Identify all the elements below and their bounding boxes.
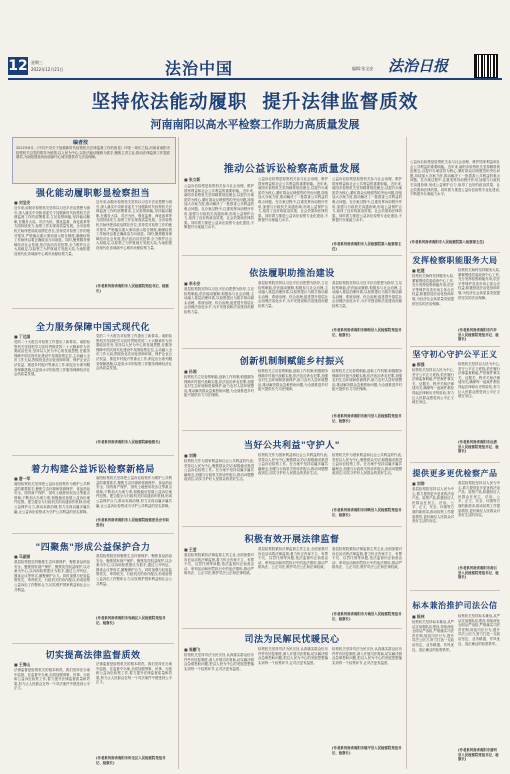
article-body-cont: 党的二十大报告对检察工作提出了新要求。南阳检察机关坚持把学习宣传贯彻党的二十大精神作为首要政治任务,坚持以人民为中心的发展思想,在服务保障中国式现代化建设中找准检察定位,主动融入全市工作大局,围绕优化法治化营商环境、保护企业合法权益、推进乡村振兴等重点工作,制定出台系列服务保障措施,以更高水平的检察工作服务保障经济社会高质量发展。 — [96, 334, 172, 371]
article-divider — [12, 308, 174, 309]
article-body: 南阳检察机关坚持把公益诉讼检察作为维护公共利益的重要抓手,聚焦生态环境和资源保护、食品药品安全、国有财产保护、国有土地使用权出让等重点领域,不断加大办案力度,积极稳妥拓展公益诉讼案件范围。建立健全与行政机关的沟通协作机制,形成公益保护合力,推动诉源治理,努力实现双赢多赢共赢,让公益诉讼检察成为守护公共利益的坚实屏障。 — [14, 482, 90, 514]
editor-note-text: 2022年6月,《中共中央关于加强新时代检察机关法律监督工作的意见》印发一周年之际,河南省南阳市检察机关以党的领导为统领,以人民为中心,以依法能动履职为抓手,聚焦主责主业,推动法律监督工作提质增效,为南阳建设河南省副中心城市提供有力法治保障。 — [16, 146, 170, 160]
article-author: ■ 周鹏飞 — [184, 647, 201, 652]
article-body-cont: 检察机关坚持司法为民宗旨,认真落实群众信访件件有回复制度,深入开展司法救助,切实解决群众急难愁盼问题,把以人民为中心的发展思想落实到每一个检察环节,让司法更有温度。 — [332, 647, 402, 665]
article-title: 推动公益诉讼检察高质量发展 — [223, 164, 361, 175]
article-note: (作者系河南省南阳市人民检察院党组书记、检察长) — [96, 284, 169, 293]
column-rule — [406, 137, 407, 769]
article-body-cont: 检察机关立足检察职能,创新工作机制,积极服务保障乡村振兴战略实施,依法惩治涉农犯罪,加强农村生态环境和资源保护,助力农村人居环境整治,推动解决群众急难愁盼问题,为全面推进乡村振兴提供有力司法保障。 — [258, 369, 328, 392]
article-body-cont: 公益诉讼检察是检察机关参与社会治理、维护国家利益和社会公共利益的重要职能。近年来,南阳市检察机关坚持精准规范理念,以提升办案质效为核心,紧盯群众反映强烈的突出问题,持续加大办案力度,推动解决了一批损害公共利益的难点问题。在办案过程中,注重发挥诉前程序作用,加强与行政机关沟通协调,形成公益保护合力,取得了良好的政治效果、社会效果和法律效果。同时着力推进公益诉讼检察专业化建设,不断提升办案能力水平。 — [332, 177, 402, 223]
article-body: 检察机关立足检察职能,创新工作机制,积极服务保障乡村振兴战略实施,依法惩治涉农犯罪,加强农村生态环境和资源保护,助力农村人居环境整治,推动解决群众急难愁盼问题,为全面推进乡村振兴提供有力司法保障。 — [184, 375, 254, 398]
article-divider — [12, 533, 174, 534]
weekday: 星期三 — [31, 60, 43, 65]
article-body-cont: 检察机关坚持以人民为中心,坚守公平正义底线,依法履行法律监督职能,严把案件事实关、证据关、程序关和法律适用关,确保每一起案件都经得起法律和历史的检验,努力让人民群众感受到公平正义就在身边。 — [458, 362, 500, 399]
lead-headline: 坚持依法能动履职 提升法律监督质效 — [91, 92, 419, 113]
page-number-badge: 12 — [8, 58, 28, 74]
column-rule — [178, 137, 179, 769]
article-author: ■ 刘海 — [184, 453, 197, 458]
article-body-cont: 检察机关立足检察职能,创新工作机制,积极服务保障乡村振兴战略实施,依法惩治涉农犯罪,加强农村生态环境和资源保护,助力农村人居环境整治,推动解决群众急难愁盼问题,为全面推进乡村振兴提供有力司法保障。 — [332, 369, 402, 392]
article-title: 坚守初心守护公平正义 — [412, 350, 498, 359]
article-body-cont: 法律监督是检察机关的根本职责。我们坚持在办案中监督、在监督中办案,全面加强刑事、民事、行政和公益诉讼检察工作,着力提升法律监督质量和效果,努力让人民群众在每一个司法案件中感受到公平正义。 — [96, 662, 172, 685]
article-note: (作者系河南省南阳市西峡县人民检察院党组书记、检察长) — [332, 508, 402, 517]
article-title: "四聚焦"形成公益保护合力 — [35, 543, 151, 553]
article-title: 切实提高法律监督质效 — [45, 651, 141, 661]
article-author: ■ 刘宝安 — [14, 200, 31, 205]
article-note: (作者系河南省南阳市方城县人民检察院党组书记、检察长) — [332, 612, 402, 621]
article-author: ■ 张立新 — [184, 177, 201, 182]
article-body-cont: 公益诉讼检察是检察机关参与社会治理、维护国家利益和社会公共利益的重要职能。近年来,南阳市检察机关坚持精准规范理念,以提升办案质效为核心,紧盯群众反映强烈的突出问题,持续加大办案力度,推动解决了一批损害公共利益的难点问题。在办案过程中,注重发挥诉前程序作用,加强与行政机关沟通协调,形成公益保护合力,取得了良好的政治效果、社会效果和法律效果。同时着力推进公益诉讼检察专业化建设,不断提升办案能力水平。 — [258, 177, 328, 223]
article-body: 基层检察院坚持以习近平法治思想为指导,立足检察职能,依法能动履职,积极参与社会治理,主动融入基层治理体系,以检察建议为抓手推动源头治理、系统治理、综合治理,促进提升基层社会治理法治化水平,为平安建设和法治建设贡献检察力量。 — [184, 287, 254, 314]
article-title: 司法为民解民忧暖民心 — [244, 635, 340, 645]
qr-code-icon — [474, 54, 498, 78]
article-note: (作者系河南省南阳市人民检察院检察委员会专职委员) — [96, 518, 169, 527]
article-divider — [182, 628, 402, 629]
article-divider — [410, 590, 500, 591]
masthead-rule — [8, 78, 502, 80]
article-body: 公益诉讼检察是检察机关参与社会治理、维护国家利益和社会公共利益的重要职能。近年来,南阳市检察机关坚持精准规范理念,以提升办案质效为核心,紧盯群众反映强烈的突出问题,持续加大办案力度,推动解决了一批损害公共利益的难点问题。在办案过程中,注重发挥诉前程序作用,加强与行政机关沟通协调,形成公益保护合力,取得了良好的政治效果、社会效果和法律效果。同时着力推进公益诉讼检察专业化建设,不断提升办案能力水平。 — [184, 184, 254, 230]
article-note: (作者系河南省南阳市人民检察院副检察长) — [96, 440, 161, 444]
article-author: ■ 王海山 — [14, 662, 31, 667]
editor-credit: 编辑:张宝安 — [352, 66, 374, 71]
article-note: (作者系河南省南阳市宛城区人民检察院党组书记、检察长) — [96, 616, 166, 625]
article-body-cont: 基层检察院紧扣法律监督主责主业,全面加强对诉讼活动的法律监督,着力纠正有案不立、有罪不究、以罚代刑等问题,依法监督纠正侦查活动、审判活动和刑罚执行中的违法情形,推动严格执法、公正司法,维护司法公正和法律权威。 — [332, 547, 402, 570]
article-author: ■ 郭强 — [412, 362, 425, 367]
article-divider — [12, 643, 174, 644]
article-author: ■ 丁达国 — [14, 334, 31, 339]
editor-note-label: 编者按 — [73, 140, 89, 146]
article-note: (作者系河南省南阳市卧龙区人民检察院党组书记、检察长) — [96, 756, 166, 765]
article-body: 检察机关作为国家利益和社会公共利益的代表,坚持以人民为中心,聚焦群众关切,积极稳妥推进公益诉讼检察工作。在办案中坚持双赢多赢共赢理念,加强与行政机关的协作配合,推动问题整改到位,切实守护好人民群众的美好生活。 — [184, 459, 254, 482]
article-body: 近年来,南阳市检察机关坚持以习近平法治思想为指引,深入落实中央和省委关于加强新时代检察机关法律监督工作的部署要求,立足检察职能,坚持能动履职,在服务大局、司法为民、强化监督、深化改革等方面持续发力,检察工作实现高质量发展。全市检察机关始终把讲政治摆在首位,坚持党对检察工作的绝对领导,严格落实重大事项请示报告制度,确保检察工作始终沿着正确政治方向前进。同时,聚焦服务保障经济社会发展,依法惩治各类犯罪,全力维护社会大局稳定,以检察之为护航地方发展大局,为南阳建设现代化省域副中心城市贡献检察力量。 — [14, 206, 90, 256]
article-author: ■ 马淑丽 — [14, 554, 31, 559]
article-note: (作者系河南省南阳市唐河县人民检察院党组书记、检察长) — [458, 748, 499, 762]
article-body-cont: 基层检察院紧扣法律监督主责主业,全面加强对诉讼活动的法律监督,着力纠正有案不立、有罪不究、以罚代刑等问题,依法监督纠正侦查活动、审判活动和刑罚执行中的违法情形,推动严格执法、公正司法,维护司法公正和法律权威。 — [258, 547, 328, 570]
article-title: 当好公共利益"守护人" — [244, 441, 340, 451]
article-body-cont: 近年来,南阳市检察机关坚持以习近平法治思想为指引,深入落实中央和省委关于加强新时代检察机关法律监督工作的部署要求,立足检察职能,坚持能动履职,在服务大局、司法为民、强化监督、深化改革等方面持续发力,检察工作实现高质量发展。全市检察机关始终把讲政治摆在首位,坚持党对检察工作的绝对领导,严格落实重大事项请示报告制度,确保检察工作始终沿着正确政治方向前进。同时,聚焦服务保障经济社会发展,依法惩治各类犯罪,全力维护社会大局稳定,以检察之为护航地方发展大局,为南阳建设现代化省域副中心城市贡献检察力量。 — [96, 200, 172, 250]
article-divider — [410, 462, 500, 463]
article-body-cont: 基层检察院坚持以习近平法治思想为指导,立足检察职能,依法能动履职,积极参与社会治理,主动融入基层治理体系,以检察建议为抓手推动源头治理、系统治理、综合治理,促进提升基层社会治理法治化水平,为平安建设和法治建设贡献检察力量。 — [332, 281, 402, 308]
article-body-cont: 检察机关始终坚持服务大局,紧紧围绕党委政府中心工作,充分发挥检察职能作用,依法平等保护各类市场主体合法权益,积极营造法治化营商环境,为经济社会高质量发展提供坚实的法治保障。 — [458, 268, 500, 300]
article-title: 标本兼治推护司法公信 — [412, 601, 498, 610]
article-title: 依法履职助推治建设 — [249, 269, 335, 279]
article-divider — [12, 455, 174, 456]
article-author: ■ 陈林 — [412, 614, 425, 619]
article-body: 基层检察院坚持以人民为中心,着力提供更多更优的法治产品、检察产品,积极回应人民群众在民主、法治、公平、正义、安全、环境等方面的新需求,推动检察工作提质增效,更好满足人民群众对美好生活的向往。 — [412, 487, 454, 524]
article-title: 提供更多更优检察产品 — [412, 469, 498, 478]
article-author: ■ 唐一军 — [14, 476, 31, 481]
article-divider — [182, 526, 402, 527]
article-divider — [410, 346, 500, 347]
article-author: ■ 赵建 — [412, 268, 425, 273]
article-title: 着力构建公益诉讼检察新格局 — [31, 465, 155, 475]
article-body-cont: 检察机关作为国家利益和社会公共利益的代表,坚持以人民为中心,聚焦群众关切,积极稳妥推进公益诉讼检察工作。在办案中坚持双赢多赢共赢理念,加强与行政机关的协作配合,推动问题整改到位,切实守护好人民群众的美好生活。 — [332, 453, 402, 476]
article-author: ■ 孙湘 — [184, 369, 197, 374]
article-note: (作者系河南省南阳市镇平县人民检察院党组书记、检察长) — [332, 746, 402, 755]
article-body: 检察机关坚持司法为民宗旨,认真落实群众信访件件有回复制度,深入开展司法救助,切实解决群众急难愁盼问题,把以人民为中心的发展思想落实到每一个检察环节,让司法更有温度。 — [184, 653, 254, 671]
article-body: 党的二十大报告对检察工作提出了新要求。南阳检察机关坚持把学习宣传贯彻党的二十大精神作为首要政治任务,坚持以人民为中心的发展思想,在服务保障中国式现代化建设中找准检察定位,主动融入全市工作大局,围绕优化法治化营商环境、保护企业合法权益、推进乡村振兴等重点工作,制定出台系列服务保障措施,以更高水平的检察工作服务保障经济社会高质量发展。 — [14, 340, 90, 377]
article-note: (作者系河南省南阳市桐柏县人民检察院党组书记、检察长) — [332, 328, 402, 337]
section-title: 法治中国 — [165, 59, 234, 78]
article-body: 基层检察院坚持聚焦生态环境保护、聚焦食品药品安全、聚焦国有财产保护、聚焦英烈权益保护,以办案为中心,以诉前检察建议为抓手,通过公开听证、圆桌会议等形式,凝聚保护合力。同时加强与纪检监察机关、审判机关、行政机关的协作配合,形成检察公益诉讼工作整体合力,切实维护国家利益和社会公共利益。 — [14, 560, 90, 592]
issue-date: 2022年12月21日 — [31, 67, 64, 72]
article-note: (作者系河南省南阳市南召县人民检察院党组书记、检察长) — [458, 566, 499, 580]
article-author: ■ 李永安 — [184, 281, 201, 286]
article-body-cont: 基层检察院坚持聚焦生态环境保护、聚焦食品药品安全、聚焦国有财产保护、聚焦英烈权益保护,以办案为中心,以诉前检察建议为抓手,通过公开听证、圆桌会议等形式,凝聚保护合力。同时加强与纪检监察机关、审判机关、行政机关的协作配合,形成检察公益诉讼工作整体合力,切实维护国家利益和社会公共利益。 — [96, 554, 172, 586]
article-body-cont: 检察机关坚持标本兼治,从严从实加强队伍建设,持续深化全面从严治检,严格落实司法责任制,规范司法行为,提升司法公信力,努力打造一支政治坚定、业务精通、作风优良、清正廉洁的检察铁军。 — [458, 614, 500, 646]
article-note: (作者系河南省南阳市人民检察院第八检察部主任) — [332, 242, 402, 251]
article-title: 强化能动履职彰显检察担当 — [35, 189, 150, 199]
article-divider — [182, 348, 402, 349]
article-author: ■ 刘涛 — [412, 481, 425, 486]
article-title: 积极有效开展法律监督 — [244, 535, 340, 545]
article-body-cont: 基层检察院坚持以习近平法治思想为指导,立足检察职能,依法能动履职,积极参与社会治理,主动融入基层治理体系,以检察建议为抓手推动源头治理、系统治理、综合治理,促进提升基层社会治理法治化水平,为平安建设和法治建设贡献检察力量。 — [258, 281, 328, 308]
article-body-cont: 检察机关作为国家利益和社会公共利益的代表,坚持以人民为中心,聚焦群众关切,积极稳妥推进公益诉讼检察工作。在办案中坚持双赢多赢共赢理念,加强与行政机关的协作配合,推动问题整改到位,切实守护好人民群众的美好生活。 — [258, 453, 328, 476]
article-note: (作者系河南省南阳市内乡县人民检察院党组书记、检察长) — [458, 328, 499, 342]
article-body-cont: 公益诉讼检察是检察机关参与社会治理、维护国家利益和社会公共利益的重要职能。近年来,南阳市检察机关坚持精准规范理念,以提升办案质效为核心,紧盯群众反映强烈的突出问题,持续加大办案力度,推动解决了一批损害公共利益的难点问题。在办案过程中,注重发挥诉前程序作用,加强与行政机关沟通协调,形成公益保护合力,取得了良好的政治效果、社会效果和法律效果。同时着力推进公益诉讼检察专业化建设,不断提升办案能力水平。 — [410, 160, 500, 197]
article-divider — [182, 255, 402, 256]
article-body-cont: 基层检察院坚持以人民为中心,着力提供更多更优的法治产品、检察产品,积极回应人民群众在民主、法治、公平、正义、安全、环境等方面的新需求,推动检察工作提质增效,更好满足人民群众对美好生活的向往。 — [458, 481, 500, 518]
article-body-cont: 南阳检察机关坚持把公益诉讼检察作为维护公共利益的重要抓手,聚焦生态环境和资源保护、食品药品安全、国有财产保护、国有土地使用权出让等重点领域,不断加大办案力度,积极稳妥拓展公益诉讼案件范围。建立健全与行政机关的沟通协作机制,形成公益保护合力,推动诉源治理,努力实现双赢多赢共赢,让公益诉讼检察成为守护公共利益的坚实屏障。 — [96, 476, 172, 508]
article-author: ■ 王莹 — [184, 547, 197, 552]
article-title: 全力服务保障中国式现代化 — [35, 323, 150, 333]
article-note: (作者系河南省南阳市社旗县人民检察院党组书记、检察长) — [458, 440, 499, 454]
article-title: 创新机制制赋能乡村振兴 — [239, 357, 345, 367]
lead-subtitle: 河南南阳以高水平检察工作助力高质量发展 — [150, 118, 360, 131]
paper-name: 法治日报 — [388, 57, 449, 75]
article-body: 基层检察院紧扣法律监督主责主业,全面加强对诉讼活动的法律监督,着力纠正有案不立、有罪不究、以罚代刑等问题,依法监督纠正侦查活动、审判活动和刑罚执行中的违法情形,推动严格执法、公正司法,维护司法公正和法律权威。 — [184, 553, 254, 576]
article-body-cont: 检察机关坚持司法为民宗旨,认真落实群众信访件件有回复制度,深入开展司法救助,切实解决群众急难愁盼问题,把以人民为中心的发展思想落实到每一个检察环节,让司法更有温度。 — [258, 647, 328, 665]
article-title: 发挥检察职能服务大局 — [412, 256, 498, 265]
article-body: 检察机关坚持以人民为中心,坚守公平正义底线,依法履行法律监督职能,严把案件事实关、证据关、程序关和法律适用关,确保每一起案件都经得起法律和历史的检验,努力让人民群众感受到公平正义就在身边。 — [412, 368, 454, 405]
article-note: (作者系河南省南阳市人民检察院第八检察部主任) — [410, 240, 485, 244]
article-divider — [410, 252, 500, 253]
article-body: 检察机关坚持标本兼治,从严从实加强队伍建设,持续深化全面从严治检,严格落实司法责任制,规范司法行为,提升司法公信力,努力打造一支政治坚定、业务精通、作风优良、清正廉洁的检察铁军。 — [412, 620, 454, 652]
article-divider — [182, 430, 402, 431]
article-body: 检察机关始终坚持服务大局,紧紧围绕党委政府中心工作,充分发挥检察职能作用,依法平等保护各类市场主体合法权益,积极营造法治化营商环境,为经济社会高质量发展提供坚实的法治保障。 — [412, 274, 454, 306]
article-note: (作者系河南省南阳市淅川县人民检察院党组书记、检察长) — [332, 414, 402, 423]
article-body: 法律监督是检察机关的根本职责。我们坚持在办案中监督、在监督中办案,全面加强刑事、民事、行政和公益诉讼检察工作,着力提升法律监督质量和效果,努力让人民群众在每一个司法案件中感受到公平正义。 — [14, 668, 90, 691]
